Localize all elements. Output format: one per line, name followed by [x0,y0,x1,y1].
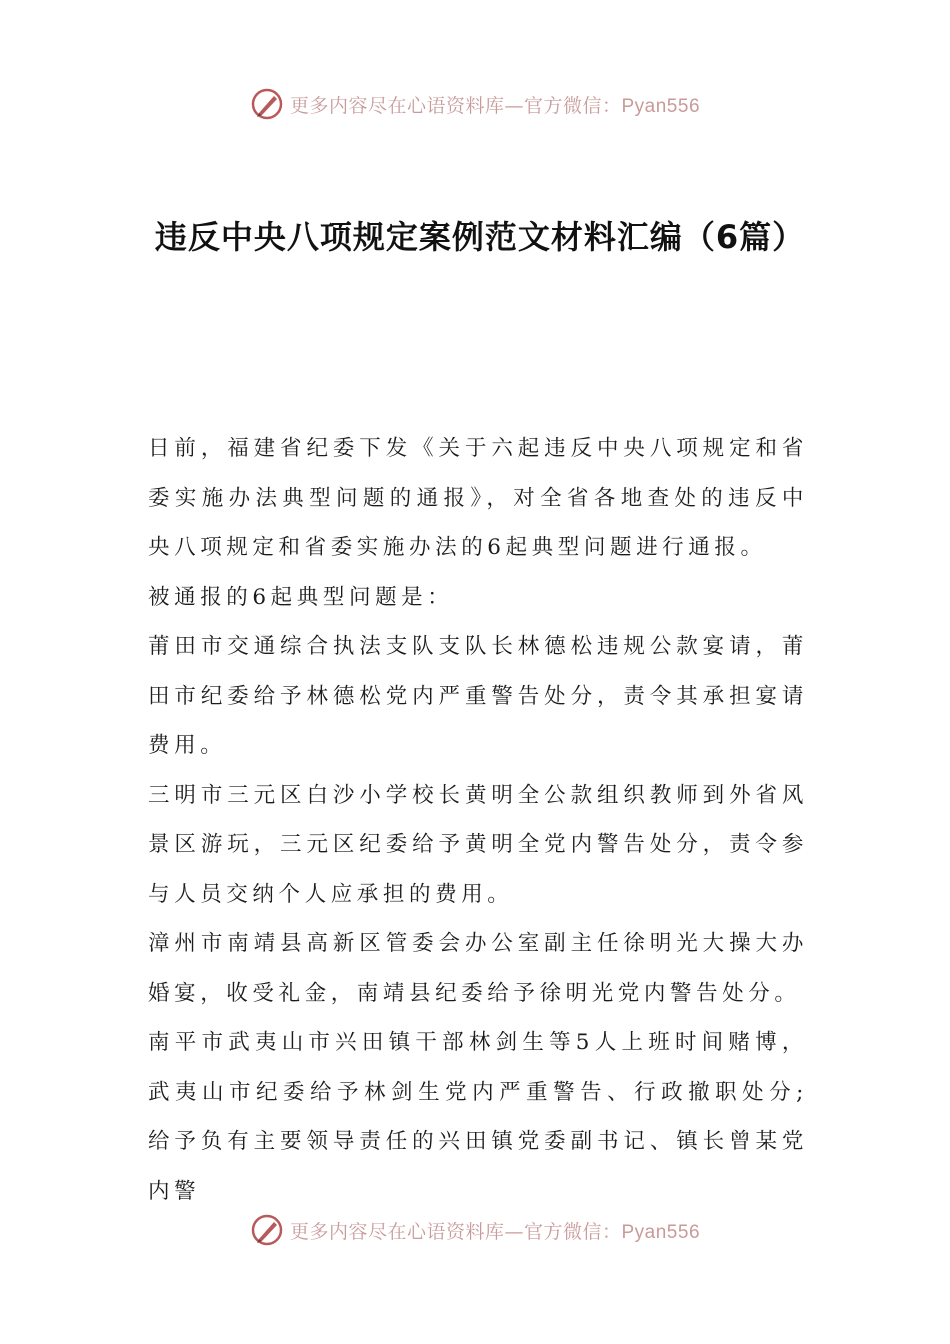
paragraph: 莆田市交通综合执法支队支队长林德松违规公款宴请，莆田市纪委给予林德松党内严重警告处分，责令其承担宴请费用。 [148,634,808,758]
wechat-id: Pyan556 [621,1221,701,1243]
document-body [148,424,808,1216]
watermark-text: 更多内容尽在心语资料库—官方微信：Pyan556 [289,94,701,117]
paragraph: 日前，福建省纪委下发《关于六起违反中央八项规定和省委实施办法典型问题的通报》，对全省各地查处的违反中央八项规定和省委实施办法的6起典型问题进行通报。 [148,436,808,560]
paragraph: 南平市武夷山市兴田镇干部林剑生等5人上班时间赌博，武夷山市纪委给予林剑生党内严重警告、行政撤职处分;给予负有主要领导责任的兴田镇党委副书记、镇长曾某党内警 [148,1030,808,1204]
pen-logo-icon [250,87,284,121]
footer-watermark [0,1208,950,1252]
pen-logo-icon [250,1213,284,1247]
header-watermark [0,82,950,126]
document-title: 违反中央八项规定案例范文材料汇编（6篇） [154,218,806,256]
paragraph: 三明市三元区白沙小学校长黄明全公款组织教师到外省风景区游玩，三元区纪委给予黄明全党内警告处分，责令参与人员交纳个人应承担的费用。 [148,782,808,907]
paragraph: 漳州市南靖县高新区管委会办公室副主任徐明光大操大办婚宴，收受礼金，南靖县纪委给予徐明光党内警告处分。 [148,931,808,1006]
paragraph: 被通报的6起典型问题是： [148,584,454,610]
watermark-text: 更多内容尽在心语资料库—官方微信：Pyan556 [289,1220,701,1243]
wechat-id: Pyan556 [621,95,701,117]
